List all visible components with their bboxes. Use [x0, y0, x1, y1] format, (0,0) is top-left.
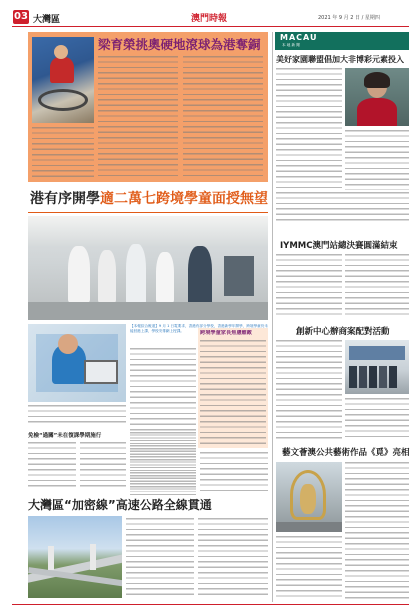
article3-body-col2: [80, 442, 126, 490]
right-article4-headline: 藝文薈澳公共藝術作品《覓》亮相: [282, 448, 410, 458]
article4-body-col1: [126, 518, 194, 598]
right-article1-body-col1: [276, 68, 342, 190]
article1-body: [98, 56, 178, 176]
issue-date: 2021 年 9 月 2 日 / 星期四: [318, 15, 380, 21]
online-learning-photo: [28, 324, 126, 402]
right-article1-body-col2: [345, 130, 409, 190]
article2-body-col1: [28, 405, 126, 425]
section-label: 大灣區: [33, 15, 61, 25]
right-article4-body-col2: [345, 462, 409, 600]
article3-headline: 免檢“過關”未在復課學期施行: [28, 433, 102, 439]
right-article3-body-col2: [345, 398, 409, 440]
right-article4-body-col1: [276, 536, 342, 600]
public-art-photo: [276, 462, 342, 532]
right-article1-headline: 美好家園聯盟倡加大非博彩元素投入: [276, 55, 404, 64]
matching-event-photo: [345, 340, 409, 394]
article2-headline-rule: [28, 212, 268, 213]
speaker-portrait-photo: [345, 68, 409, 126]
right-article3-headline: 創新中心辦商案配對活動: [296, 327, 390, 337]
article2-headline-part2: 適二萬七跨境學童面授無望: [100, 191, 268, 207]
article3-body-col3: [130, 432, 196, 492]
macau-masthead-sub: 本 地 新 聞: [282, 43, 300, 47]
parents-anxiety-body: [200, 340, 266, 444]
article3-body-col1: [28, 442, 76, 490]
column-divider: [272, 32, 273, 602]
article2-photo-caption: 【本報綜合報道】9 月 1 日電要求，香港有部分學校，香港新學年開學，跨境學童仍未能回港上課，學校安排網上授課。: [130, 324, 268, 334]
article1-body-col0: [32, 127, 94, 177]
right-article2-body-col2: [345, 254, 409, 318]
masthead-logo: 澳門時報: [190, 14, 227, 24]
right-article2-headline: IYMMC澳門站總決賽圓滿結束: [280, 241, 398, 251]
article1-body-col2: [183, 56, 263, 176]
macau-masthead-title: MACAU: [280, 33, 318, 42]
article2-headline: [30, 189, 270, 211]
article1-headline: 梁育榮挑奧硬地滾球為港奪銅: [98, 37, 261, 52]
page-number: 03: [14, 11, 28, 22]
article2-headline-part1: 港有序開學: [30, 191, 100, 207]
footer-rule: [12, 604, 409, 605]
header-rule: [12, 26, 409, 27]
middle-body-col: [200, 452, 268, 492]
school-opening-photo: [28, 216, 268, 320]
article4-body-col2: [198, 518, 268, 598]
article4-headline: 大灣區“加密線”高速公路全線貫通: [28, 498, 212, 512]
highway-photo: [28, 516, 122, 598]
right-article2-body-col1: [276, 254, 342, 318]
boccia-athlete-photo: [32, 37, 94, 123]
right-article3-body-col1: [276, 340, 342, 440]
parents-anxiety-headline: 跨境學童家長焦慮難敵: [200, 330, 252, 336]
right-article1-body-full: [276, 192, 409, 222]
